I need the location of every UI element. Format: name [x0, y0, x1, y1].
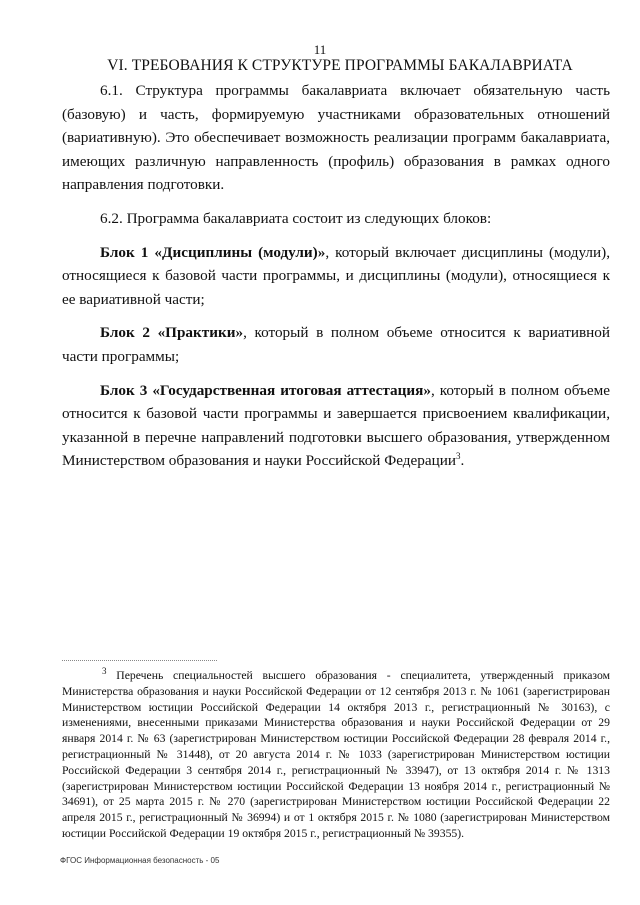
footnote-marker: 3 [102, 666, 107, 677]
page-footer: ФГОС Информационная безопасность - 05 [60, 856, 220, 865]
block-3-end: . [460, 452, 465, 470]
section-heading: VI. ТРЕБОВАНИЯ К СТРУКТУРЕ ПРОГРАММЫ БАКАЛАВРИАТА [107, 57, 573, 74]
paragraph-block-3 [62, 379, 610, 473]
block-2-text: , который в полном объеме относится к вариативной части программы; [62, 324, 610, 365]
footnote [62, 668, 610, 842]
paragraph-block-1 [62, 241, 610, 312]
footnote-text: Перечень специальностей высшего образования - специалитета, утвержденный приказом Министерства образования и науки Российской Федерации от 12 сентября 2013 г. № 1061 (зарегистрирован Министерством юстиции Российской Федерации 14 октября 2013 г., регистрационный № 30163), с изменениями, внесенными приказами Министерства образования и науки Российской Федерации от 29 января 2014 г. № 63 (зарегистрирован Министерством юстиции Российской Федерации 28 февраля 2014 г., регистрационный № 31448), от 20 августа 2014 г. № 1033 (зарегистрирован Министерством юстиции Российской Федерации 3 сентября 2014 г., регистрационный № 33947), от 13 октября 2014 г. № 1313 (зарегистрирован Министерством юстиции Российской Федерации 13 ноября 2014 г., регистрационный № 34691), от 25 марта 2015 г. № 270 (зарегистрирован Министерством юстиции Российской Федерации 22 апреля 2015 г., регистрационный № 36994) и от 1 октября 2015 г. № 1080 (зарегистрирован Министерством юстиции Российской Федерации 19 октября 2015 г., регистрационный № 39355). [62, 669, 610, 840]
block-3-title: Блок 3 «Государственная итоговая аттестация» [100, 381, 431, 399]
document-body [62, 79, 610, 473]
block-2-title: Блок 2 «Практики» [100, 324, 244, 342]
paragraph-6-1: 6.1. Структура программы бакалавриата включает обязательную часть (базовую) и часть, формируемую участниками образовательных отношений (вариативную). Это обеспечивает возможность реализации программ бакалавриата, имеющих различную направленность (профиль) образования в рамках одного направления подготовки. [62, 82, 610, 194]
paragraph-6-2: 6.2. Программа бакалавриата состоит из следующих блоков: [100, 209, 492, 227]
footnote-divider [62, 660, 217, 661]
page-number: 11 [313, 42, 327, 57]
paragraph-block-2 [62, 321, 610, 368]
block-3-text: , который в полном объеме относится к базовой части программы и завершается присвоением квалификации, указанной в перечне направлений подготовки высшего образования, утвержденном Министерством образования и науки Российской Федерации [62, 381, 610, 470]
block-1-title: Блок 1 «Дисциплины (модули)» [100, 243, 326, 261]
footnote-paragraph [62, 668, 610, 842]
footnote-reference: 3 [455, 451, 461, 462]
block-1-text: , который включает дисциплины (модули), относящиеся к базовой части программы, и дисциплины (модули), относящиеся к ее вариативной части; [62, 243, 610, 308]
